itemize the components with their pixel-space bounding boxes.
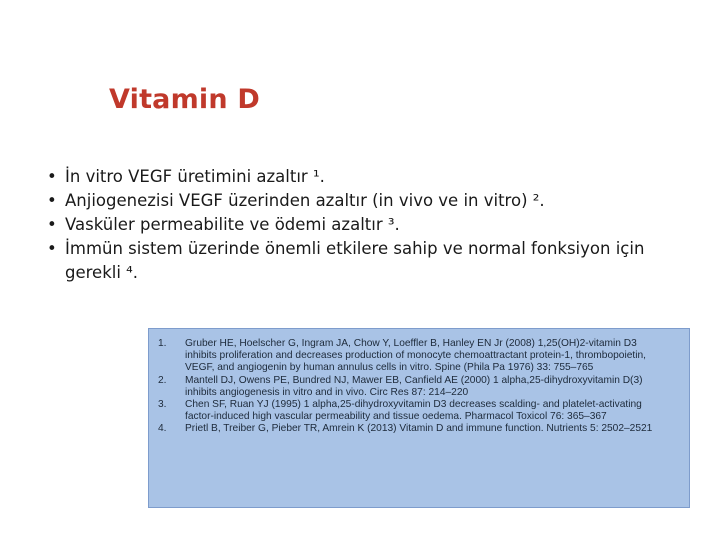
bullet-dot: • [47, 191, 57, 210]
bullet-text: İmmün sistem üzerinde önemli etkilere sahip ve normal fonksiyon için gerekli ⁴. [65, 239, 645, 282]
bullet-item [47, 237, 687, 285]
reference-item [149, 375, 669, 399]
reference-text: Chen SF, Ruan YJ (1995) 1 alpha,25-dihydroxyvitamin D3 decreases scalding- and platelet-activating factor-induced high vascular permeability and tissue oedema. Pharmacol Toxicol 76: 365–367 [185, 399, 642, 423]
slide-title: Vitamin D [109, 84, 261, 115]
reference-list [149, 338, 669, 436]
bullet-text: Anjiogenezisi VEGF üzerinden azaltır (in vivo ve in vitro) ². [65, 191, 545, 210]
bullet-text: İn vitro VEGF üretimini azaltır ¹. [65, 167, 325, 186]
reference-number: 1. [158, 338, 167, 349]
reference-item [149, 338, 669, 375]
bullet-item [47, 165, 687, 189]
bullet-list [47, 165, 687, 285]
reference-number: 3. [158, 399, 167, 411]
reference-item [149, 423, 669, 435]
reference-text: Mantell DJ, Owens PE, Bundred NJ, Mawer EB, Canfield AE (2000) 1 alpha,25-dihydroxyvitamin D(3) inhibits angiogenesis in vitro and in vivo. Circ Res 87: 214–220 [185, 374, 643, 398]
bullet-item [47, 189, 687, 213]
bullet-text: Vasküler permeabilite ve ödemi azaltır ³. [65, 215, 400, 234]
bullet-dot: • [47, 239, 57, 258]
references-box [148, 328, 690, 508]
bullet-dot: • [47, 167, 57, 186]
bullet-item [47, 213, 687, 237]
reference-text: Gruber HE, Hoelscher G, Ingram JA, Chow Y, Loeffler B, Hanley EN Jr (2008) 1,25(OH)2-vitamin D3 inhibits proliferation and decreases production of monocyte chemoattractant protein-1, thrombopoietin, VEGF, and angiogenin by human annulus cells in vitro. Spine (Phila Pa 1976) 33: 755–765 [185, 338, 646, 374]
reference-item [149, 399, 669, 423]
reference-number: 2. [158, 374, 167, 386]
reference-number: 4. [158, 423, 167, 435]
reference-text: Prietl B, Treiber G, Pieber TR, Amrein K (2013) Vitamin D and immune function. Nutrients 5: 2502–2521 [185, 423, 653, 435]
bullet-dot: • [47, 215, 57, 234]
